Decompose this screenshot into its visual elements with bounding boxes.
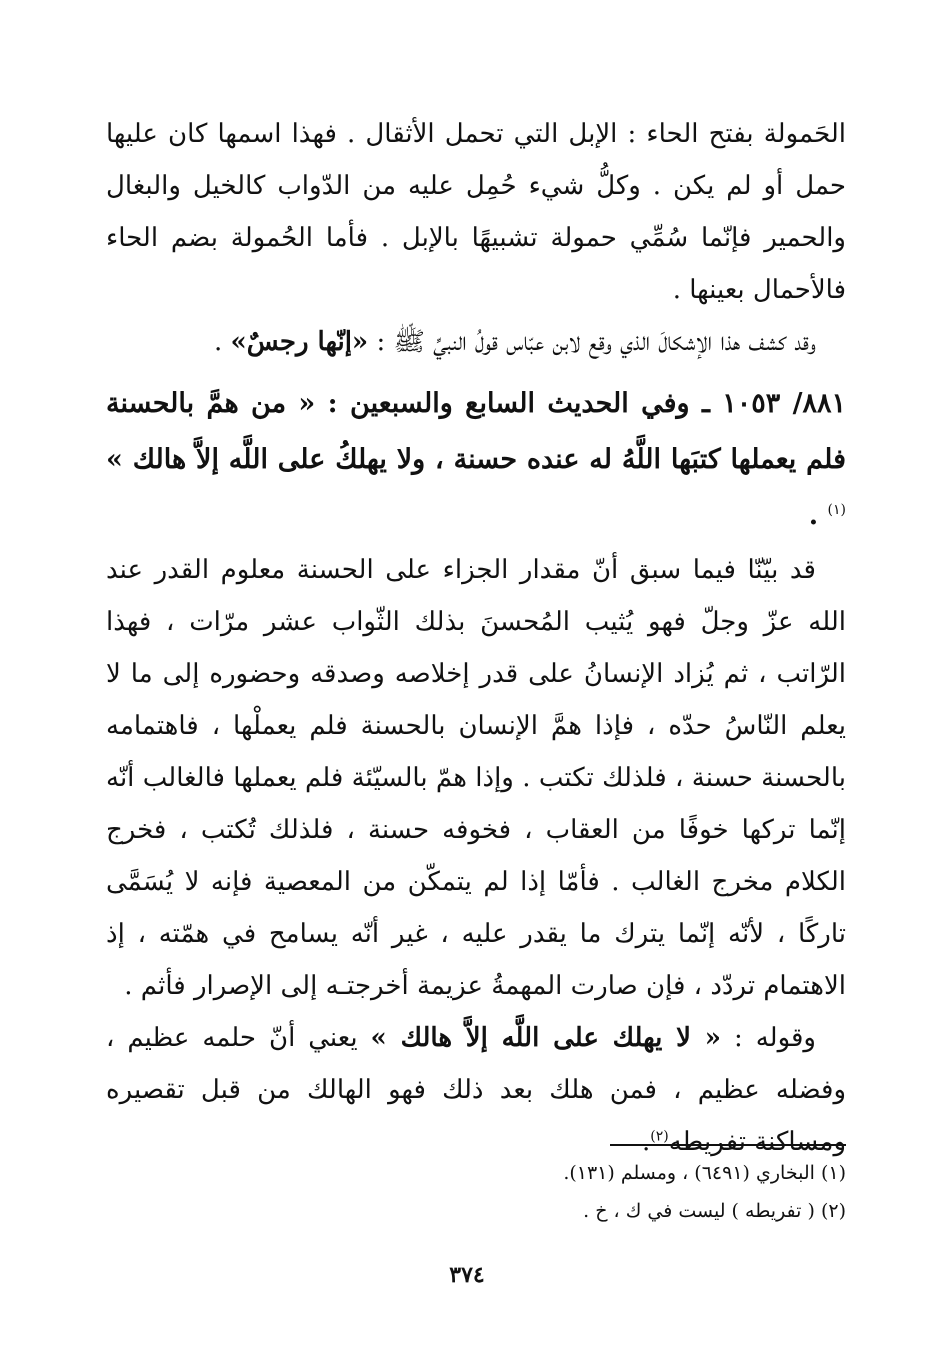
paragraph-qawluhu-end: .	[642, 1127, 651, 1157]
hadith-heading	[106, 376, 846, 544]
page-body	[106, 108, 846, 1168]
page-number: ٣٧٤	[449, 1262, 485, 1288]
paragraph-ibn-abbas-tail: .	[213, 327, 231, 357]
hadith-number: ٨٨١/ ١٠٥٣	[722, 388, 846, 419]
footnotes	[106, 1144, 846, 1230]
paragraph-commentary	[106, 544, 846, 1012]
paragraph-qawluhu-lead: وقوله :	[720, 1023, 816, 1053]
hadith-text: ـ وفي الحديث السابع والسبعين : « من همَّ بالحسنة فلم يعملها كتبَها اللَّهُ له عنده حسنة ، ولا يهلكُ على اللَّه إلاَّ هالك »	[106, 388, 846, 475]
hadith-end: .	[808, 500, 828, 531]
footnote-2: (٢) ( تفريطه ) ليست في ك ، خ .	[583, 1200, 846, 1222]
hadith-quote: « لا يهلك على اللَّه إلاَّ هالك »	[370, 1023, 721, 1053]
paragraph-ibn-abbas	[106, 316, 846, 368]
footnote-ref-2[interactable]: (٢)	[650, 1128, 669, 1145]
paragraph-ibn-abbas-text: وقد كشف هذا الإشكالَ الذي وقع لابن عبّاس قولُ النبيِّ ﷺ :	[376, 327, 816, 357]
footnote-ref-1[interactable]: (١)	[827, 502, 846, 518]
paragraph-qawluhu-text: يعني أنّ حلمه عظيم ، وفضله عظيم ، فمن هلك بعد ذلك فهو الهالك من قبل تقصيره ومساكنة تفريطه	[106, 1023, 846, 1157]
footnote-1: (١) البخاري (٦٤٩١) ، ومسلم (١٣١).	[563, 1162, 846, 1184]
paragraph-hamula-text: الحَمولة بفتح الحاء : الإبل التي تحمل الأثقال . فهذا اسمها كان عليها حمل أو لم يكن . وكلُّ شيء حُمِل عليه من الدّواب كالخيل والبغال والحمير فإنّما سُمِّي حمولة تشبيهًا بالإبل . فأما الحُمولة بضم الحاء فالأحمال بعينها .	[106, 119, 846, 305]
paragraph-hamula	[106, 108, 846, 316]
prophet-quote: «إنّها رجسٌ»	[230, 327, 369, 357]
paragraph-commentary-text: قد بيّنّا فيما سبق أنّ مقدار الجزاء على الحسنة معلوم القدر عند الله عزّ وجلّ فهو يُثيب المُحسنَ بذلك الثّواب عشر مرّات ، فهذا الرّاتب ، ثم يُزاد الإنسانُ على قدر إخلاصه وصدقه وحضوره إلى ما لا يعلم النّاسُ حدّه ، فإذا همَّ الإنسان بالحسنة فلم يعملْها ، فاهتمامه بالحسنة حسنة ، فلذلك تكتب . وإذا همّ بالسيّئة فلم يعملها فالغالب أنّه إنّما تركها خوفًا من العقاب ، فخوفه حسنة ، فلذلك تُكتب ، فخرج الكلام مخرج الغالب . فأمّا إذا لم يتمكّن من المعصية فإنه لا يُسَمَّى تاركًا ، لأنّه إنّما يترك ما يقدر عليه ، غير أنّه يسامح في همّته ، إذ الاهتمام تردّد ، فإن صارت المهمةُ عزيمة أخرجتـه إلى الإصرار فأثم .	[106, 555, 846, 1001]
footnote-divider	[610, 1144, 846, 1146]
